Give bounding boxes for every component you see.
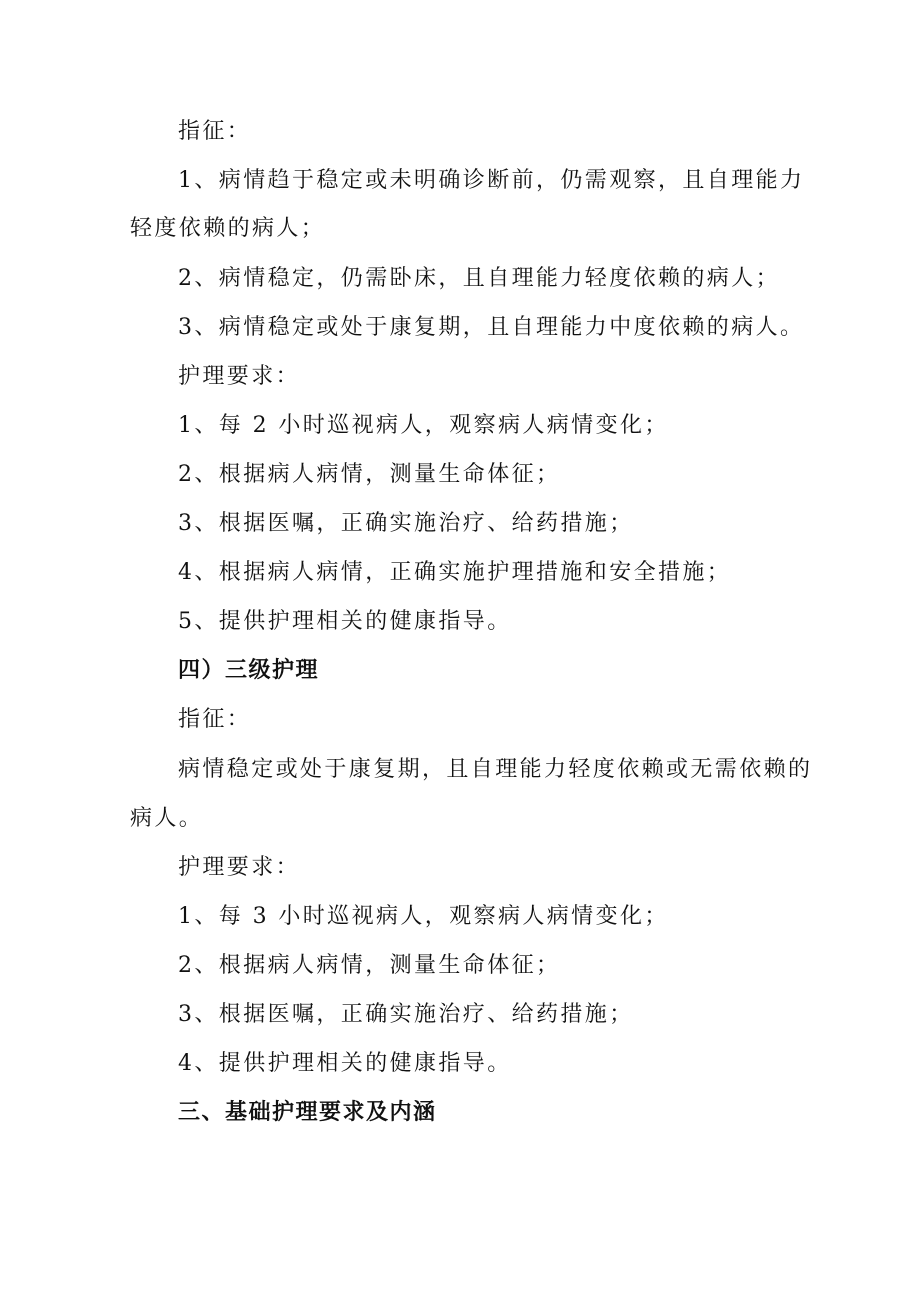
indication-item-1-cont: 轻度依赖的病人； — [130, 216, 326, 241]
requirement-item-2: 2、根据病人病情，测量生命体征； — [178, 462, 561, 487]
requirements-label-1: 护理要求： — [178, 364, 301, 389]
indication-text-2: 病情稳定或处于康复期，且自理能力轻度依赖或无需依赖的 — [178, 757, 813, 782]
requirements-label-2: 护理要求： — [178, 855, 301, 880]
requirement2-item-2: 2、根据病人病情，测量生命体征； — [178, 953, 561, 978]
indication-item-2: 2、病情稳定，仍需卧床，且自理能力轻度依赖的病人； — [178, 266, 780, 291]
requirement2-item-4: 4、提供护理相关的健康指导。 — [178, 1051, 512, 1076]
requirement-item-4: 4、根据病人病情，正确实施护理措施和安全措施； — [178, 560, 732, 585]
requirement-item-1: 1、每 2 小时巡视病人，观察病人病情变化； — [178, 413, 669, 438]
requirement-item-3: 3、根据医嘱，正确实施治疗、给药措施； — [178, 511, 634, 536]
indication-item-1: 1、病情趋于稳定或未明确诊断前，仍需观察，且自理能力 — [178, 168, 805, 193]
section-heading-basic-care: 三、基础护理要求及内涵 — [178, 1100, 437, 1125]
indication-item-3: 3、病情稳定或处于康复期，且自理能力中度依赖的病人。 — [178, 315, 805, 340]
indication-label-1: 指征： — [178, 119, 252, 144]
requirement-item-5: 5、提供护理相关的健康指导。 — [178, 609, 512, 634]
indication-label-2: 指征： — [178, 707, 252, 732]
requirement2-item-1: 1、每 3 小时巡视病人，观察病人病情变化； — [178, 904, 669, 929]
section-heading-level3: 四）三级护理 — [178, 658, 320, 683]
requirement2-item-3: 3、根据医嘱，正确实施治疗、给药措施； — [178, 1002, 634, 1027]
indication-text-2-cont: 病人。 — [130, 806, 204, 831]
